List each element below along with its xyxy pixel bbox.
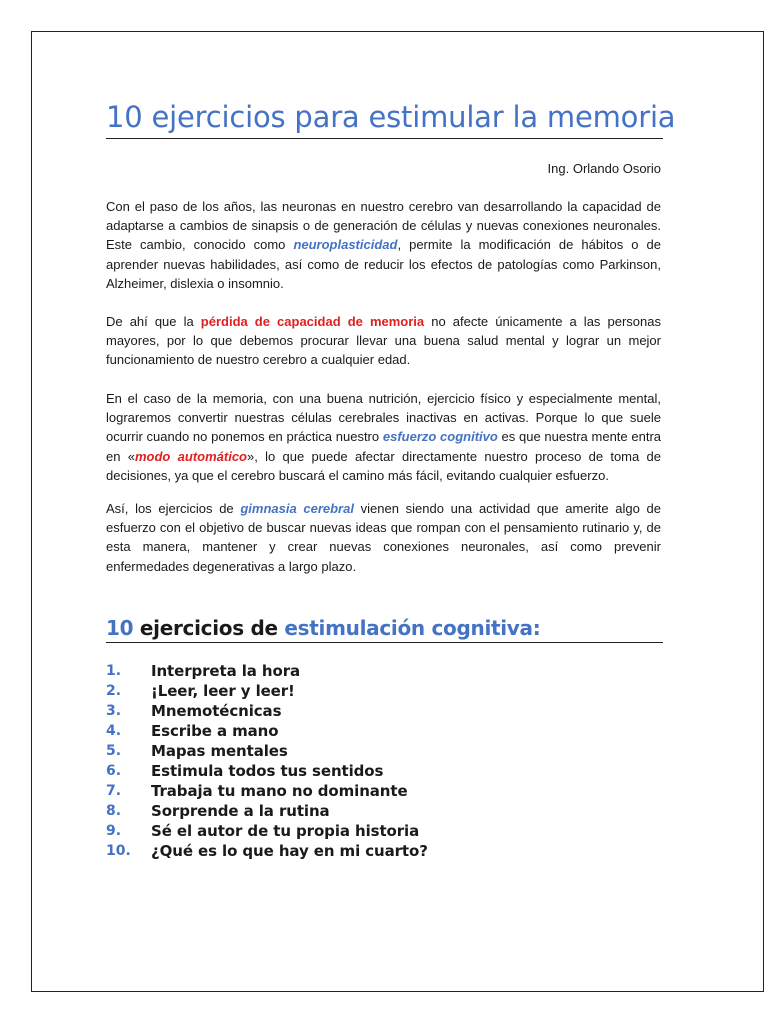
- list-item-text: ¡Leer, leer y leer!: [151, 682, 295, 700]
- list-item-number: 2.: [106, 683, 122, 699]
- term-perdida-memoria: pérdida de capacidad de memoria: [200, 314, 425, 329]
- section-heading: [106, 614, 663, 642]
- paragraph-4: [106, 499, 661, 576]
- document-page: [31, 31, 764, 992]
- list-item: [106, 741, 661, 761]
- paragraph-3-text-c: », lo que puede afectar directamente nuestro proceso de toma de decisiones, ya que el cerebro buscará el camino más fácil, evitando cualquier esfuerzo.: [106, 448, 661, 483]
- paragraph-2: [106, 312, 661, 370]
- list-item: [106, 781, 661, 801]
- list-item-text: Escribe a mano: [151, 722, 279, 740]
- section-heading-accent: estimulación cognitiva:: [284, 616, 541, 640]
- list-item-number: 7.: [106, 783, 122, 799]
- list-item-number: 4.: [106, 723, 122, 739]
- term-neuroplasticidad: neuroplasticidad: [293, 237, 398, 253]
- term-esfuerzo-cognitivo: esfuerzo cognitivo: [382, 429, 498, 445]
- list-item-number: 1.: [106, 663, 122, 679]
- list-item-number: 9.: [106, 823, 122, 839]
- paragraph-1: [106, 197, 661, 293]
- list-item-text: Trabaja tu mano no dominante: [151, 782, 408, 800]
- list-item-text: Sé el autor de tu propia historia: [151, 822, 420, 840]
- list-item-text: Sorprende a la rutina: [151, 802, 330, 820]
- list-item: [106, 661, 661, 681]
- list-item-number: 6.: [106, 763, 122, 779]
- list-item-text: Interpreta la hora: [151, 662, 301, 680]
- list-item: [106, 681, 661, 701]
- paragraph-2-text-b: no afecte únicamente a las personas mayores, por lo que debemos procurar llevar una buena salud mental y lograr un mejor funcionamiento de nuestro cerebro a cualquier edad.: [106, 314, 661, 368]
- list-item: [106, 801, 661, 821]
- paragraph-3-text-b: es que nuestra mente entra en «: [106, 429, 662, 464]
- title-underline: [106, 138, 663, 139]
- section-heading-middle: ejercicios de: [133, 616, 285, 640]
- document-title: 10 ejercicios para estimular la memoria: [106, 100, 676, 134]
- paragraph-2-text-a: De ahí que la: [106, 314, 201, 329]
- term-modo-automatico: modo automático: [134, 448, 247, 464]
- list-item-number: 8.: [106, 803, 122, 819]
- list-item-text: ¿Qué es lo que hay en mi cuarto?: [151, 842, 428, 860]
- list-item: [106, 701, 661, 721]
- paragraph-3: [106, 389, 661, 485]
- list-item-number: 3.: [106, 703, 122, 719]
- list-item: [106, 821, 661, 841]
- paragraph-4-text-a: Así, los ejercicios de: [106, 501, 241, 516]
- author-line: Ing. Orlando Osorio: [547, 161, 661, 176]
- section-underline: [106, 642, 663, 643]
- list-item-text: Mnemotécnicas: [151, 702, 282, 720]
- paragraph-1-text-b: , permite la modificación de hábitos o de aprender nuevas habilidades, así como de reducir los efectos de patologías como Parkinson, Alzheimer, dislexia o insomnio.: [106, 237, 661, 291]
- paragraph-3-text-a: En el caso de la memoria, con una buena nutrición, ejercicio físico y especialmente mental, lograremos convertir nuestras células cerebrales inactivas en activas. Porque lo que suele ocurrir cuando no ponemos en práctica nuestro: [106, 391, 661, 445]
- exercise-list: [106, 661, 661, 861]
- list-item: [106, 761, 661, 781]
- list-item-number: 5.: [106, 743, 122, 759]
- list-item: [106, 841, 661, 861]
- term-gimnasia-cerebral: gimnasia cerebral: [240, 501, 354, 516]
- list-item-text: Estimula todos tus sentidos: [151, 762, 384, 780]
- list-item-text: Mapas mentales: [151, 742, 288, 760]
- paragraph-4-text-b: vienen siendo una actividad que amerite algo de esfuerzo con el objetivo de buscar nuevas ideas que rompan con el pensamiento rutinario y, de esta manera, mantener y crear nuevas conexiones neuronales, así como prevenir enfermedades degenerativas a largo plazo.: [106, 501, 662, 574]
- list-item: [106, 721, 661, 741]
- list-item-number: 10.: [106, 843, 131, 859]
- section-heading-number: 10: [106, 616, 134, 640]
- paragraph-1-text-a: Con el paso de los años, las neuronas en nuestro cerebro van desarrollando la capacidad de adaptarse a cambios de sinapsis o de generación de células y nuevas conexiones neuronales. Este cambio, conocido como: [106, 199, 661, 253]
